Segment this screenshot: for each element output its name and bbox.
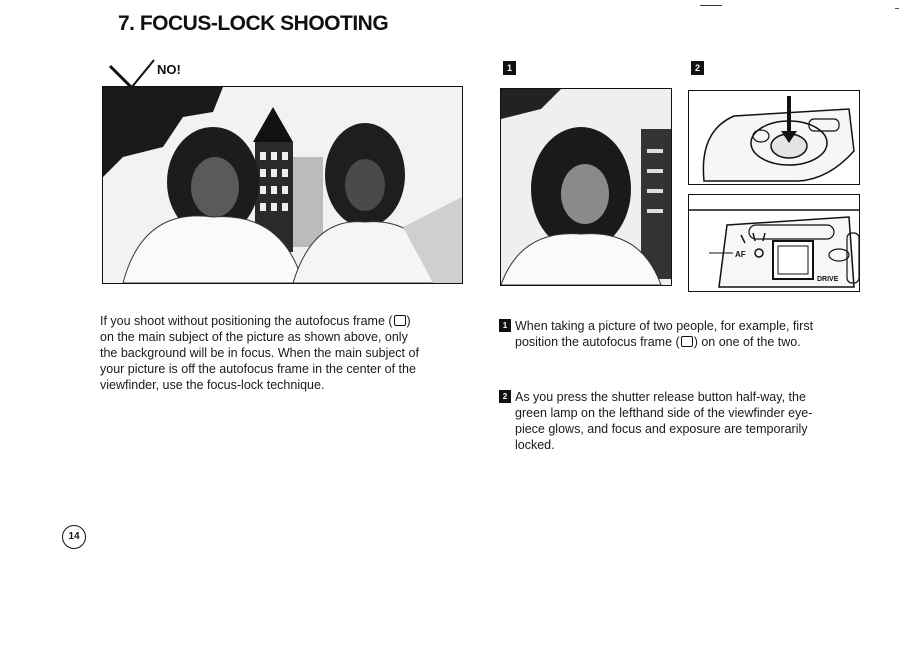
photo-step-1 <box>500 88 672 286</box>
camera-top-illustration <box>688 90 860 185</box>
step-1-text-badge: 1 <box>499 319 511 332</box>
top-edge-mark <box>895 8 899 9</box>
step-1-line-2: position the autofocus frame ( ) on one of the two. <box>515 335 801 349</box>
intro-line-5: viewfinder, use the focus-lock technique. <box>100 378 325 392</box>
step-2-text-badge: 2 <box>499 390 511 403</box>
intro-line-4: your picture is off the autofocus frame in the center of the <box>100 362 416 376</box>
camera-shutter-illustration <box>689 91 859 184</box>
step-2-line-3: piece glows, and focus and exposure are temporarily <box>515 422 808 436</box>
drive-lcd-label: DRIVE <box>817 276 839 283</box>
step-1-line-1: When taking a picture of two people, for example, first <box>515 319 814 333</box>
top-rule-mark <box>700 5 722 6</box>
step-2-line-1: As you press the shutter release button half-way, the <box>515 390 806 404</box>
viewfinder-lcd-illustration <box>689 195 859 291</box>
intro-paragraph <box>100 313 468 393</box>
viewfinder-illustration <box>688 194 860 292</box>
step-1-badge: 1 <box>503 61 516 75</box>
step-2-paragraph <box>515 389 860 453</box>
page-title: 7. FOCUS-LOCK SHOOTING <box>118 12 389 35</box>
step-2-line-2: green lamp on the lefthand side of the viewfinder eye- <box>515 406 813 420</box>
no-label: NO! <box>157 62 181 77</box>
step-2-badge: 2 <box>691 61 704 75</box>
intro-line-2: on the main subject of the picture as shown above, only <box>100 330 408 344</box>
af-lcd-label: AF <box>735 250 746 259</box>
autofocus-frame-icon <box>394 315 406 326</box>
step-1-paragraph <box>515 318 860 350</box>
page-number: 14 <box>62 525 86 549</box>
intro-line-3: the background will be in focus. When the main subject of <box>100 346 419 360</box>
photo-step-1-image <box>501 89 671 285</box>
photo-wrong-focus-image <box>103 87 462 283</box>
photo-wrong-focus <box>102 86 463 284</box>
autofocus-frame-icon <box>681 336 693 347</box>
step-2-line-4: locked. <box>515 438 555 452</box>
intro-line-1: If you shoot without positioning the autofocus frame ( ) <box>100 314 411 328</box>
